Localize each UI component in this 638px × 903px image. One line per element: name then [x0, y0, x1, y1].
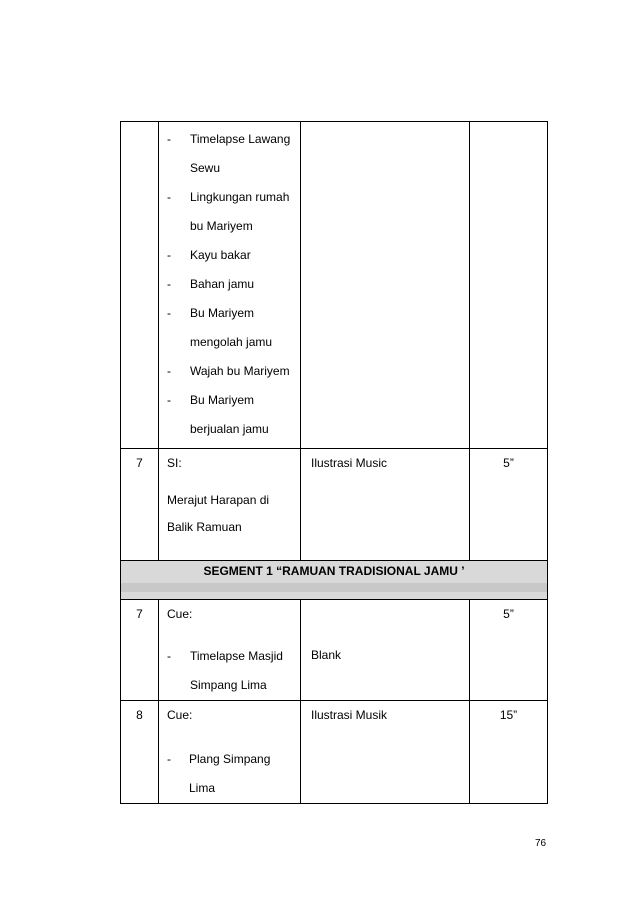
- visual-cell: [159, 122, 301, 449]
- list-item: - Timelapse Lawang Sewu: [167, 132, 291, 175]
- visual-cell: [159, 701, 301, 804]
- audio-cell: Blank: [301, 600, 470, 701]
- audio-cell: Ilustrasi Musik: [301, 701, 470, 804]
- number-cell: 7: [121, 449, 159, 561]
- visual-cell: SI: Merajut Harapan di Balik Ramuan: [159, 449, 301, 561]
- duration-cell: [470, 122, 548, 449]
- table-row: [121, 122, 548, 449]
- page-number: 76: [535, 838, 547, 849]
- table-row: [121, 449, 548, 561]
- visual-heading: Cue:: [167, 607, 193, 621]
- list-item: - Bu Mariyem berjualan jamu: [167, 393, 269, 436]
- visual-heading: Cue:: [167, 708, 193, 722]
- audio-cell: [301, 122, 470, 449]
- list-item: - Bu Mariyem mengolah jamu: [167, 306, 273, 349]
- list-item: - Wajah bu Mariyem: [167, 364, 290, 378]
- segment-title: SEGMENT 1 “RAMUAN TRADISIONAL JAMU ’: [203, 564, 465, 578]
- script-table: [120, 121, 548, 804]
- duration-cell: 15”: [470, 701, 548, 804]
- segment-header-row: [121, 561, 548, 600]
- visual-heading: SI:: [167, 456, 182, 470]
- duration-cell: 5”: [470, 449, 548, 561]
- segment-header: [121, 561, 548, 600]
- list-item: - Lingkungan rumah bu Mariyem: [167, 190, 290, 233]
- table-row: [121, 600, 548, 701]
- duration-cell: 5”: [470, 600, 548, 701]
- number-cell: 8: [121, 701, 159, 804]
- number-cell: [121, 122, 159, 449]
- number-cell: 7: [121, 600, 159, 701]
- list-item: - Timelapse Masjid Simpang Lima: [167, 649, 283, 692]
- table-row: [121, 701, 548, 804]
- visual-cell: [159, 600, 301, 701]
- list-item: - Kayu bakar: [167, 248, 251, 262]
- list-item: - Plang Simpang Lima: [167, 752, 271, 795]
- audio-cell: Ilustrasi Music: [301, 449, 470, 561]
- list-item: - Bahan jamu: [167, 277, 255, 291]
